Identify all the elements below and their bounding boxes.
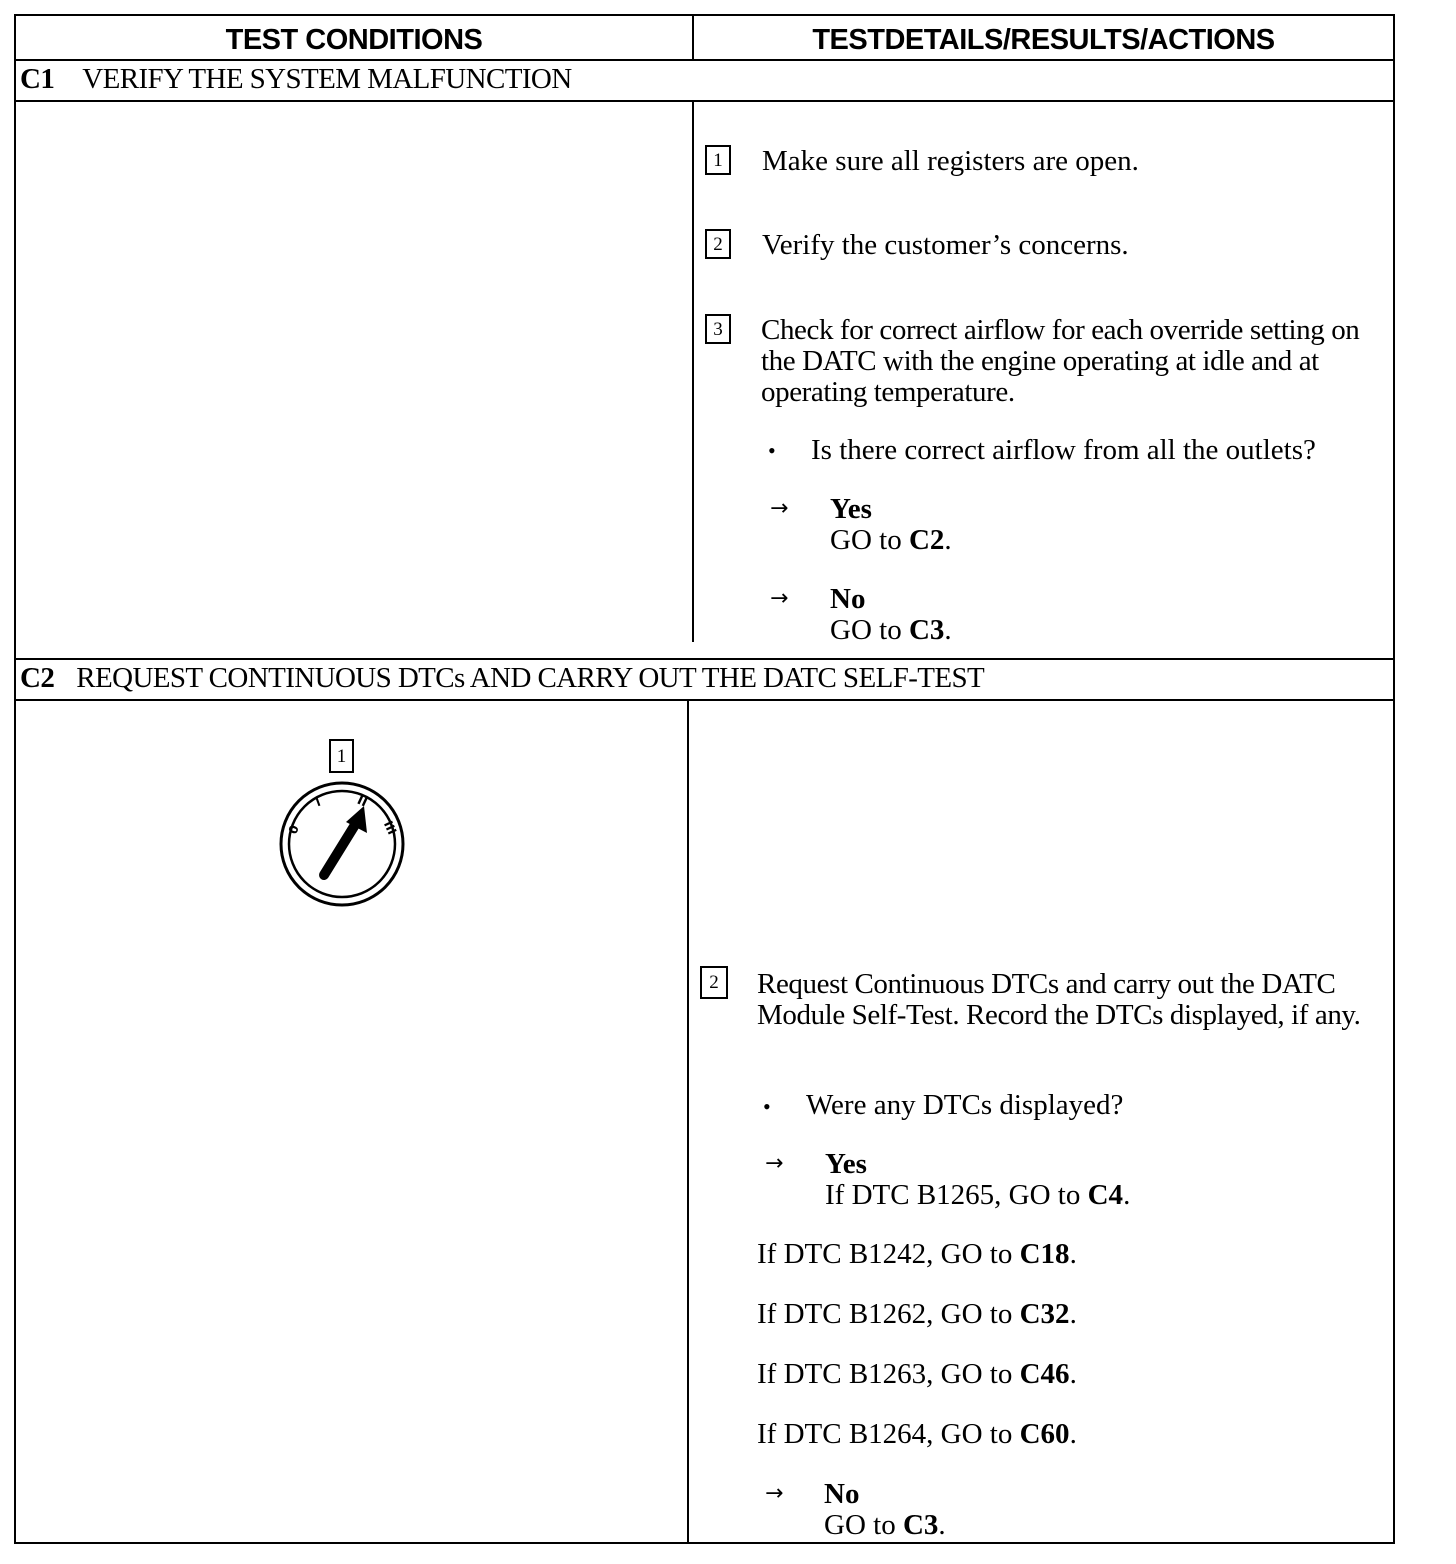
c2-left-step-number: 1 <box>329 739 354 773</box>
c2-top-divider <box>14 658 1395 660</box>
c1-step-2-text: Verify the customer’s concerns. <box>762 229 1129 261</box>
c2-title: REQUEST CONTINUOUS DTCs AND CARRY OUT THE DATC SELF-TEST <box>76 662 985 694</box>
c1-yes-action <box>830 525 952 556</box>
c2-no-label: No <box>824 1478 860 1510</box>
c1-question-bullet: • <box>768 438 776 463</box>
c2-step-2-number: 2 <box>700 966 728 999</box>
c1-no-prefix: GO to <box>830 614 909 646</box>
c1-yes-suffix: . <box>944 524 952 556</box>
dtc-action-prefix: If DTC B1242, GO to <box>757 1238 1020 1270</box>
dtc-action-suffix: . <box>1069 1418 1077 1450</box>
c2-dtc-action-3 <box>757 1359 1077 1390</box>
table-border-bottom <box>14 1542 1395 1544</box>
c1-step-1-text: Make sure all registers are open. <box>762 145 1139 177</box>
c2-step-2-text: Request Continuous DTCs and carry out the DATC Module Self-Test. Record the DTCs displayed, if any. <box>757 968 1361 1031</box>
c2-dtc-action-4 <box>757 1419 1077 1450</box>
header-test-conditions: TEST CONDITIONS <box>225 24 483 56</box>
c2-title-divider <box>14 699 1395 701</box>
ignition-mark-1: I <box>314 795 323 810</box>
c2-code: C2 <box>20 662 55 694</box>
ignition-switch-icon <box>276 778 410 910</box>
c2-no-arrow: → <box>765 1481 784 1506</box>
ignition-key-shaft <box>324 820 358 875</box>
c1-step-1-number: 1 <box>705 145 731 175</box>
c1-step-3-number: 3 <box>705 314 731 344</box>
c2-yes-first-action <box>825 1180 1130 1211</box>
table-border-right <box>1393 14 1395 1544</box>
c2-no-action <box>824 1510 946 1541</box>
c2-no-prefix: GO to <box>824 1509 903 1541</box>
c2-no-target: C3 <box>902 1509 939 1541</box>
c2-question-bullet: • <box>763 1094 771 1119</box>
c2-dtc-action-2 <box>757 1299 1077 1330</box>
c2-yes-arrow: → <box>765 1151 784 1176</box>
dtc-action-suffix: . <box>1069 1298 1077 1330</box>
dtc-action-suffix: . <box>1069 1238 1077 1270</box>
c1-section-title <box>20 63 572 96</box>
dtc-action-target: C18 <box>1019 1238 1070 1270</box>
ignition-mark-off: 0 <box>285 823 302 836</box>
c1-yes-target: C2 <box>908 524 945 556</box>
c1-no-label: No <box>830 583 866 615</box>
dtc-action-target: C32 <box>1019 1298 1070 1330</box>
dtc-action-prefix: If DTC B1262, GO to <box>757 1298 1020 1330</box>
c2-no-suffix: . <box>938 1509 946 1541</box>
c1-yes-prefix: GO to <box>830 524 909 556</box>
dtc-action-suffix: . <box>1069 1358 1077 1390</box>
c2-dtc-action-1 <box>757 1239 1077 1270</box>
dtc-action-target: C60 <box>1019 1418 1070 1450</box>
c2-yes-first-suffix: . <box>1123 1179 1131 1211</box>
c2-column-divider <box>687 699 689 1544</box>
c2-section-title <box>20 662 984 695</box>
c1-step-3-text: Check for correct airflow for each override setting on the DATC with the engine operating at idle and at operating temperature. <box>761 314 1360 408</box>
ignition-mark-3: III <box>380 818 400 837</box>
c1-title-divider <box>14 100 1395 102</box>
dtc-action-prefix: If DTC B1264, GO to <box>757 1418 1020 1450</box>
c2-yes-first-prefix: If DTC B1265, GO to <box>825 1179 1088 1211</box>
c1-yes-label: Yes <box>830 493 872 525</box>
c1-title: VERIFY THE SYSTEM MALFUNCTION <box>82 63 572 95</box>
c1-yes-arrow: → <box>770 496 789 521</box>
dtc-action-prefix: If DTC B1263, GO to <box>757 1358 1020 1390</box>
header-test-details: TESTDETAILS/RESULTS/ACTIONS <box>812 24 1275 56</box>
table-border-left <box>14 14 16 1544</box>
c1-step-2-number: 2 <box>705 229 731 259</box>
c1-no-action <box>830 615 952 646</box>
c1-column-divider <box>692 100 694 642</box>
c1-question: Is there correct airflow from all the outlets? <box>811 434 1316 466</box>
dtc-action-target: C46 <box>1019 1358 1070 1390</box>
c2-yes-label: Yes <box>825 1148 867 1180</box>
c1-no-suffix: . <box>944 614 952 646</box>
c1-no-arrow: → <box>770 586 789 611</box>
c1-code: C1 <box>20 63 55 95</box>
c2-yes-first-target: C4 <box>1087 1179 1124 1211</box>
c2-question: Were any DTCs displayed? <box>806 1089 1124 1121</box>
c1-no-target: C3 <box>908 614 945 646</box>
ignition-mark-2: II <box>354 792 370 811</box>
